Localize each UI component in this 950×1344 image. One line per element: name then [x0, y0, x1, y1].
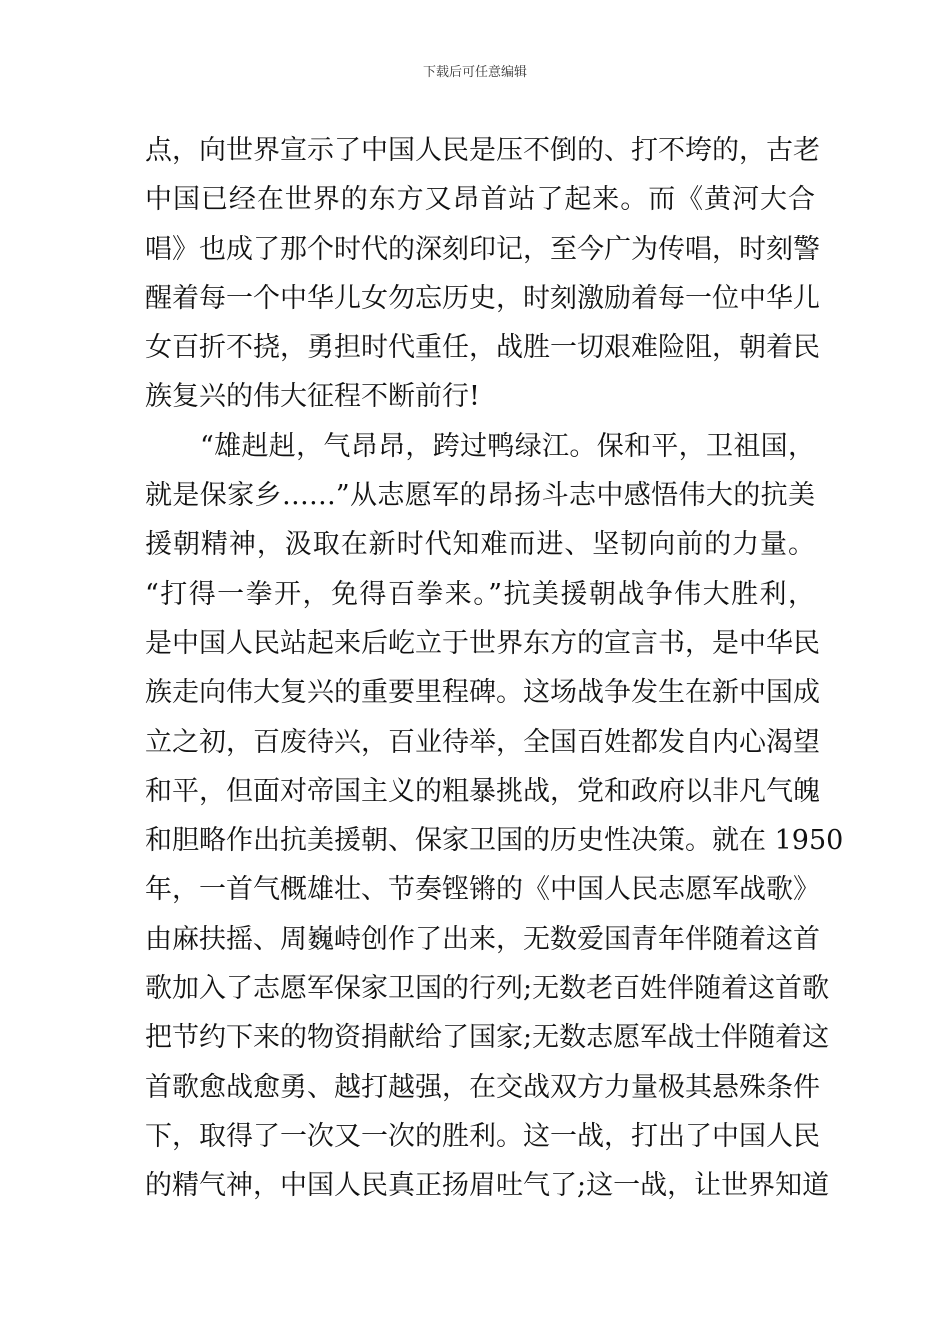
text-line: 中国已经在世界的东方又昂首站了起来。而《黄河大合 — [145, 184, 815, 216]
text-line: 族走向伟大复兴的重要里程碑。这场战争发生在新中国成 — [145, 677, 820, 709]
text-line: 女百折不挠，勇担时代重任，战胜一切艰难险阻，朝着民 — [145, 332, 820, 364]
text-line: 下，取得了一次又一次的胜利。这一战，打出了中国人民 — [145, 1120, 820, 1152]
text-line: 援朝精神，汲取在新时代知难而进、坚韧向前的力量。 — [145, 529, 815, 561]
text-line: 立之初，百废待兴，百业待举，全国百姓都发自内心渴望 — [145, 726, 820, 758]
text-line: “雄赳赳，气昂昂，跨过鸭绿江。保和平，卫祖国， — [200, 430, 815, 462]
text-line: “打得一拳开，免得百拳来。”抗美援朝战争伟大胜利， — [145, 578, 815, 610]
text-line: 就是保家乡……”从志愿军的昂扬斗志中感悟伟大的抗美 — [145, 480, 815, 512]
text-line: 年，一首气概雄壮、节奏铿锵的《中国人民志愿军战歌》 — [145, 874, 820, 906]
text-line: 歌加入了志愿军保家卫国的行列;无数老百姓伴随着这首歌 — [145, 973, 830, 1005]
page-header: 下载后可任意编辑 — [422, 65, 527, 80]
paragraph-2 — [145, 422, 844, 1211]
text-line: 醒着每一个中华儿女勿忘历史，时刻激励着每一位中华儿 — [145, 282, 820, 314]
text-line: 把节约下来的物资捐献给了国家;无数志愿军战士伴随着这 — [145, 1022, 830, 1054]
text-line: 和胆略作出抗美援朝、保家卫国的历史性决策。就在 1950 — [145, 825, 844, 857]
text-line: 唱》也成了那个时代的深刻印记，至今广为传唱，时刻警 — [145, 233, 820, 265]
document-body — [145, 126, 844, 1211]
text-line: 和平，但面对帝国主义的粗暴挑战，党和政府以非凡气魄 — [145, 775, 820, 807]
paragraph-1 — [145, 126, 820, 422]
text-line: 的精气神，中国人民真正扬眉吐气了;这一战，让世界知道 — [145, 1170, 830, 1202]
text-line: 由麻扶摇、周巍峙创作了出来，无数爱国青年伴随着这首 — [145, 923, 820, 955]
text-line: 族复兴的伟大征程不断前行! — [145, 381, 480, 413]
text-line: 首歌愈战愈勇、越打越强，在交战双方力量极其悬殊条件 — [145, 1071, 820, 1103]
text-line: 点，向世界宣示了中国人民是压不倒的、打不垮的，古老 — [145, 135, 820, 166]
text-line: 是中国人民站起来后屹立于世界东方的宣言书，是中华民 — [145, 627, 820, 659]
